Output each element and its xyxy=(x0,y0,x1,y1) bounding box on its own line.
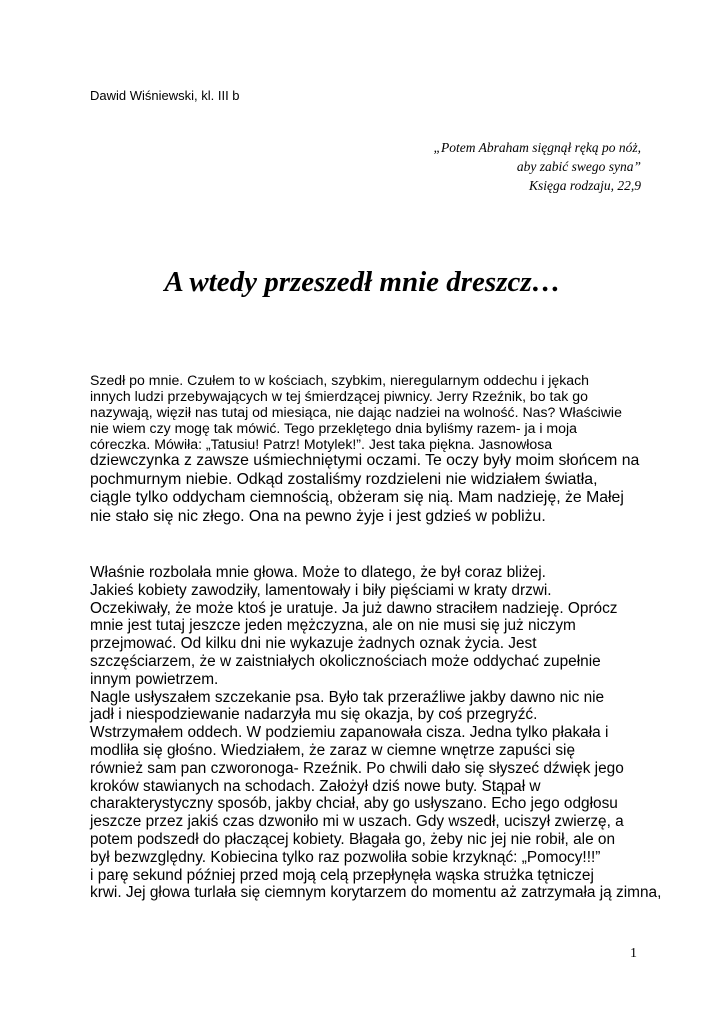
text-line: potem podszedł do płaczącej kobiety. Błagała go, żeby nic jej nie robił, ale on xyxy=(90,830,616,848)
paragraph-1 xyxy=(90,372,650,526)
text-line: pochmurnym niebie. Odkąd zostaliśmy rozdzieleni nie widziałem światła, xyxy=(90,470,598,488)
page-number: 1 xyxy=(630,946,637,961)
text-line: Oczekiwały, że może ktoś je uratuje. Ja już dawno straciłem nadzieję. Oprócz xyxy=(90,599,618,617)
text-line: modliła się głośno. Wiedziałem, że zaraz w ciemne wnętrze zapuści się xyxy=(90,741,576,759)
text-line: jadł i niespodziewanie nadarzyła mu się okazja, by coś przegryźć. xyxy=(90,706,538,724)
text-line: krwi. Jej głowa turlała się ciemnym korytarzem do momentu aż zatrzymała ją zimna, xyxy=(90,884,662,902)
epigraph-source: Księga rodzaju, 22,9 xyxy=(528,178,641,193)
text-line: ciągle tylko oddycham ciemnością, obżeram się nią. Mam nadzieję, że Małej xyxy=(90,489,624,506)
text-line: jeszcze przez jakiś czas dzwoniło mi w uszach. Gdy wszedł, uciszył zwierzę, a xyxy=(90,813,624,831)
text-line: Właśnie rozbolała mnie głowa. Może to dlatego, że był coraz bliżej. xyxy=(90,564,546,581)
text-line: również sam pan czworonoga- Rzeźnik. Po chwili dało się słyszeć dźwięk jego xyxy=(90,759,624,777)
text-line: i parę sekund później przed moją celą przepłynęła wąska strużka tętniczej xyxy=(90,866,594,884)
text-line: charakterystyczny sposób, jakby chciał, aby go usłyszano. Echo jego odgłosu xyxy=(90,795,618,813)
text-line: Szedł po mnie. Czułem to w kościach, szybkim, nieregularnym oddechu i jękach xyxy=(90,372,589,388)
text-line: dziewczynka z zawsze uśmiechniętymi oczami. Te oczy były moim słońcem na xyxy=(90,452,640,469)
text-line: kroków stawianych na schodach. Założył dziś nowe buty. Stąpał w xyxy=(90,777,541,795)
story-title: A wtedy przeszedł mnie dreszcz… xyxy=(164,266,561,298)
text-line: innych ludzi przebywających w tej śmierdzącej piwnicy. Jerry Rzeźnik, bo tak go xyxy=(90,388,588,404)
epigraph xyxy=(241,138,641,195)
text-line: nie wiem czy mogę tak mówić. Tego przeklętego dnia byliśmy razem- ja i moja xyxy=(90,420,577,436)
author-line: Dawid Wiśniewski, kl. III b xyxy=(90,88,240,103)
text-line: Jakieś kobiety zawodziły, lamentowały i biły pięściami w kraty drzwi. xyxy=(90,581,552,599)
paragraph-2 xyxy=(90,564,662,902)
text-line: przejmować. Od kilku dni nie wykazuje żadnych oznak życia. Jest xyxy=(90,635,537,653)
text-line: był bezwzględny. Kobiecina tylko raz pozwoliła sobie krzyknąć: „Pomocy!!!” xyxy=(90,848,601,866)
text-line: Nagle usłyszałem szczekanie psa. Było tak przeraźliwe jakby dawno nic nie xyxy=(90,688,605,706)
text-line: nie stało się nic złego. Ona na pewno żyje i jest gdzieś w pobliżu. xyxy=(90,507,546,525)
text-line: nazywają, więził nas tutaj od miesiąca, nie dając nadziei na wolność. Nas? Właściwie xyxy=(90,404,622,420)
epigraph-line: aby zabić swego syna” xyxy=(516,159,641,174)
text-line: szczęściarzem, że w zaistniałych okolicznościach może oddychać zupełnie xyxy=(90,652,601,670)
text-line: córeczka. Mówiła: „Tatusiu! Patrz! Motylek!”. Jest taka piękna. Jasnowłosa xyxy=(90,436,553,452)
text-line: Wstrzymałem oddech. W podziemiu zapanowała cisza. Jedna tylko płakała i xyxy=(90,724,609,742)
epigraph-line: „Potem Abraham sięgnął ręką po nóż, xyxy=(433,140,641,155)
text-line: mnie jest tutaj jeszcze jeden mężczyzna, ale on nie musi się już niczym xyxy=(90,617,576,635)
text-line: innym powietrzem. xyxy=(90,670,219,688)
